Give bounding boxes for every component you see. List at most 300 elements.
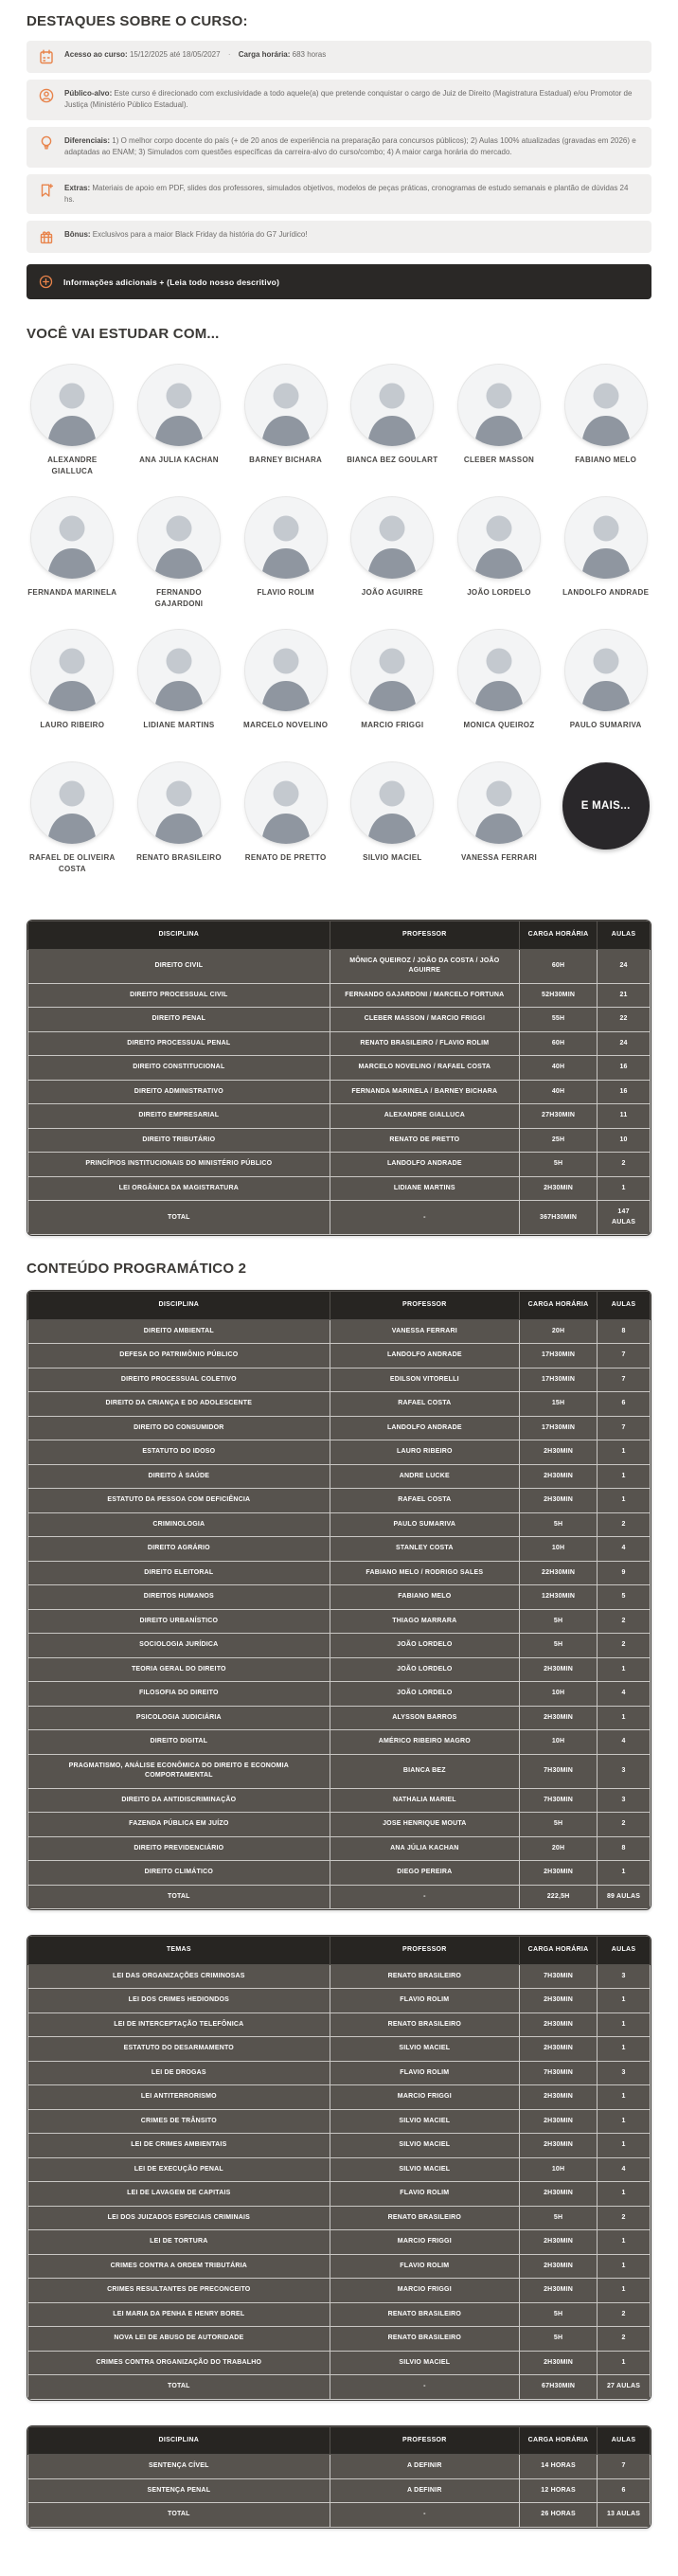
table-row xyxy=(28,1512,651,1537)
professor-card xyxy=(347,497,438,615)
target-audience-box xyxy=(27,80,651,120)
cell-professor: ALEXANDRE GIALLUCA xyxy=(330,1104,519,1129)
cell-aulas: 2 xyxy=(598,1153,651,1177)
cell-disciplina: DIREITO À SAÚDE xyxy=(28,1464,330,1489)
cell-carga-horaria: 60H xyxy=(520,949,598,983)
professor-card xyxy=(454,497,545,615)
cell-aulas: 2 xyxy=(598,1813,651,1837)
bonus-text xyxy=(64,229,308,241)
cell-disciplina: DIREITO DA ANTIDISCRIMINAÇÃO xyxy=(28,1788,330,1813)
table-row xyxy=(28,983,651,1008)
cell-disciplina: SENTENÇA PENAL xyxy=(28,2478,330,2503)
cell-disciplina: DIREITO DO CONSUMIDOR xyxy=(28,1416,330,1440)
cell-aulas: 2 xyxy=(598,2206,651,2230)
cell-carga-horaria: 40H xyxy=(520,1056,598,1081)
professors-grid xyxy=(27,365,651,880)
cell-professor: ANA JÚLIA KACHAN xyxy=(330,1836,519,1861)
table-row xyxy=(28,1561,651,1585)
cell-disciplina: DIREITO DA CRIANÇA E DO ADOLESCENTE xyxy=(28,1392,330,1417)
cell-carga-horaria: 17H30MIN xyxy=(520,1416,598,1440)
cell-professor: DIEGO PEREIRA xyxy=(330,1861,519,1886)
professor-photo xyxy=(138,762,220,844)
cell-professor: FABIANO MELO xyxy=(330,1585,519,1610)
workload-value: 683 horas xyxy=(292,50,327,59)
professor-card xyxy=(454,365,545,482)
professor-photo xyxy=(138,497,220,579)
cell-professor: VANESSA FERRARI xyxy=(330,1319,519,1344)
cell-disciplina: DIREITO CLIMÁTICO xyxy=(28,1861,330,1886)
cell-professor: SILVIO MACIEL xyxy=(330,2134,519,2158)
professor-card xyxy=(27,762,118,880)
cell-professor: PAULO SUMARIVA xyxy=(330,1512,519,1537)
professor-card xyxy=(347,365,438,482)
cell-carga-horaria: 2H30MIN xyxy=(520,1989,598,2013)
table-row xyxy=(28,1989,651,2013)
table-row xyxy=(28,2478,651,2503)
cell-professor: LANDOLFO ANDRADE xyxy=(330,1344,519,1368)
cell-disciplina: DEFESA DO PATRIMÔNIO PÚBLICO xyxy=(28,1344,330,1368)
cell-aulas: 2 xyxy=(598,1512,651,1537)
cell-professor: MARCIO FRIGGI xyxy=(330,2279,519,2303)
cell-professor: THIAGO MARRARA xyxy=(330,1609,519,1634)
cell-carga-horaria: 222,5H xyxy=(520,1885,598,1909)
cell-carga-horaria: 12H30MIN xyxy=(520,1585,598,1610)
professor-photo xyxy=(245,365,327,446)
cell-aulas: 2 xyxy=(598,1634,651,1658)
cell-professor: - xyxy=(330,2375,519,2400)
cell-professor: NATHALIA MARIEL xyxy=(330,1788,519,1813)
cell-aulas: 1 xyxy=(598,2230,651,2255)
cell-disciplina: LEI ORGÂNICA DA MAGISTRATURA xyxy=(28,1176,330,1201)
course-table-4 xyxy=(27,2425,651,2529)
professor-card xyxy=(134,630,225,747)
cell-professor: A DEFINIR xyxy=(330,2478,519,2503)
target-audience-label: Público-alvo: xyxy=(64,89,113,98)
table-row xyxy=(28,2206,651,2230)
table-row xyxy=(28,2109,651,2134)
cell-professor: ANDRE LUCKE xyxy=(330,1464,519,1489)
bonus-label: Bônus: xyxy=(64,230,91,240)
professor-name: JOÃO LORDELO xyxy=(467,588,531,598)
cell-carga-horaria: 20H xyxy=(520,1319,598,1344)
cell-carga-horaria: 60H xyxy=(520,1031,598,1056)
cell-disciplina: DIREITO AGRÁRIO xyxy=(28,1537,330,1562)
table-row xyxy=(28,2375,651,2400)
cell-aulas: 1 xyxy=(598,2351,651,2375)
column-header-professor: PROFESSOR xyxy=(330,2426,519,2455)
professor-card xyxy=(560,762,651,880)
professor-photo xyxy=(31,497,113,579)
cell-disciplina: FILOSOFIA DO DIREITO xyxy=(28,1682,330,1707)
table-row xyxy=(28,1964,651,1989)
course-table-2 xyxy=(27,1290,651,1910)
professor-photo xyxy=(138,630,220,711)
table-row xyxy=(28,2182,651,2207)
cell-tema: ESTATUTO DO DESARMAMENTO xyxy=(28,2037,330,2062)
professor-photo xyxy=(351,630,433,711)
professor-name: SILVIO MACIEL xyxy=(363,853,422,863)
professor-card xyxy=(347,762,438,880)
cell-disciplina: FAZENDA PÚBLICA EM JUÍZO xyxy=(28,1813,330,1837)
professor-card xyxy=(454,630,545,747)
separator-dot: · xyxy=(227,50,231,59)
column-header-aulas: AULAS xyxy=(598,1292,651,1320)
cell-professor: SILVIO MACIEL xyxy=(330,2037,519,2062)
professor-name: ANA JULIA KACHAN xyxy=(139,456,219,465)
cell-carga-horaria: 367H30MIN xyxy=(520,1201,598,1235)
cell-disciplina: DIREITO PROCESSUAL COLETIVO xyxy=(28,1368,330,1392)
cell-carga-horaria: 5H xyxy=(520,1512,598,1537)
cell-carga-horaria: 55H xyxy=(520,1008,598,1032)
cell-disciplina: ESTATUTO DO IDOSO xyxy=(28,1440,330,1465)
table-row xyxy=(28,1080,651,1104)
table-row xyxy=(28,1682,651,1707)
table-row xyxy=(28,2085,651,2110)
cell-professor: - xyxy=(330,1885,519,1909)
more-professors-badge: E MAIS... xyxy=(562,762,650,850)
table-row xyxy=(28,1416,651,1440)
cell-aulas: 1 xyxy=(598,2134,651,2158)
table-row xyxy=(28,1368,651,1392)
cell-carga-horaria: 2H30MIN xyxy=(520,1440,598,1465)
extras-label: Extras: xyxy=(64,183,91,192)
cell-disciplina: DIREITO TRIBUTÁRIO xyxy=(28,1128,330,1153)
cell-professor: RAFAEL COSTA xyxy=(330,1489,519,1513)
cell-professor: FERNANDO GAJARDONI / MARCELO FORTUNA xyxy=(330,983,519,1008)
table-row xyxy=(28,2012,651,2037)
table-row xyxy=(28,1657,651,1682)
professor-name: VANESSA FERRARI xyxy=(460,853,538,863)
cell-aulas: 6 xyxy=(598,1392,651,1417)
cell-aulas: 147 AULAS xyxy=(598,1201,651,1235)
professor-name: JOÃO AGUIRRE xyxy=(361,588,423,598)
cell-aulas: 2 xyxy=(598,2327,651,2352)
cell-professor: ALYSSON BARROS xyxy=(330,1706,519,1730)
cell-professor: SILVIO MACIEL xyxy=(330,2109,519,2134)
professor-photo xyxy=(245,762,327,844)
table-row xyxy=(28,1319,651,1344)
course-table-3 xyxy=(27,1935,651,2401)
professor-photo xyxy=(245,497,327,579)
additional-info-label: Informações adicionais + (Leia todo nosso descritivo) xyxy=(63,277,280,287)
cell-professor: JOÃO LORDELO xyxy=(330,1682,519,1707)
professor-name: FABIANO MELO xyxy=(575,456,637,465)
column-header-carga: CARGA HORÁRIA xyxy=(520,2426,598,2455)
professor-photo xyxy=(458,762,540,844)
professor-photo xyxy=(31,630,113,711)
professor-photo xyxy=(458,630,540,711)
cell-aulas: 7 xyxy=(598,1344,651,1368)
professor-photo xyxy=(31,365,113,446)
cell-professor: FLAVIO ROLIM xyxy=(330,2254,519,2279)
cell-disciplina: DIREITO CIVIL xyxy=(28,949,330,983)
extras-text xyxy=(64,183,639,206)
professor-name: LANDOLFO ANDRADE xyxy=(562,588,650,598)
cell-disciplina: DIREITO ELEITORAL xyxy=(28,1561,330,1585)
cell-tema: NOVA LEI DE ABUSO DE AUTORIDADE xyxy=(28,2327,330,2352)
cell-carga-horaria: 2H30MIN xyxy=(520,1489,598,1513)
cell-disciplina: TOTAL xyxy=(28,2503,330,2528)
cell-carga-horaria: 14 HORAS xyxy=(520,2455,598,2479)
cell-professor: FABIANO MELO / RODRIGO SALES xyxy=(330,1561,519,1585)
cell-aulas: 1 xyxy=(598,2279,651,2303)
cell-professor: EDILSON VITORELLI xyxy=(330,1368,519,1392)
table-row xyxy=(28,1008,651,1032)
professor-photo xyxy=(31,762,113,844)
professor-name: ALEXANDRE GIALLUCA xyxy=(47,456,98,476)
professor-name: FERNANDA MARINELA xyxy=(27,588,117,598)
cell-carga-horaria: 2H30MIN xyxy=(520,1464,598,1489)
cell-carga-horaria: 2H30MIN xyxy=(520,2085,598,2110)
program-content-2-title: CONTEÚDO PROGRAMÁTICO 2 xyxy=(27,1261,247,1278)
professor-card xyxy=(560,497,651,615)
cell-professor: FLAVIO ROLIM xyxy=(330,2061,519,2085)
column-header-temas: TEMAS xyxy=(28,1937,330,1965)
cell-carga-horaria: 27H30MIN xyxy=(520,1104,598,1129)
workload-label: Carga horária: xyxy=(238,50,291,59)
cell-aulas: 1 xyxy=(598,1861,651,1886)
table-header-row xyxy=(28,2426,651,2455)
cell-disciplina: PRAGMATISMO, ANÁLISE ECONÔMICA DO DIREITO E ECONOMIA COMPORTAMENTAL xyxy=(28,1754,330,1788)
table-row xyxy=(28,2327,651,2352)
cell-tema: LEI DE LAVAGEM DE CAPITAIS xyxy=(28,2182,330,2207)
column-header-aulas: AULAS xyxy=(598,2426,651,2455)
cell-aulas: 24 xyxy=(598,949,651,983)
cell-aulas: 3 xyxy=(598,2061,651,2085)
cell-aulas: 1 xyxy=(598,2037,651,2062)
cell-carga-horaria: 5H xyxy=(520,2206,598,2230)
table-row xyxy=(28,1609,651,1634)
cell-aulas: 24 xyxy=(598,1031,651,1056)
target-audience-value: Este curso é direcionado com exclusividade a todo aquele(a) que pretende conquistar o cargo de Juiz de Direito (Magistratura Estadual) e/ou Promotor de Justiça (Ministério Público Estadual). xyxy=(64,89,633,110)
table-row xyxy=(28,1730,651,1755)
access-info-box xyxy=(27,41,651,73)
column-header-carga: CARGA HORÁRIA xyxy=(520,1292,598,1320)
cell-carga-horaria: 2H30MIN xyxy=(520,2351,598,2375)
cell-carga-horaria: 26 HORAS xyxy=(520,2503,598,2528)
professor-card xyxy=(240,497,331,615)
cell-disciplina: DIREITO EMPRESARIAL xyxy=(28,1104,330,1129)
cell-tema: LEI DOS JUIZADOS ESPECIAIS CRIMINAIS xyxy=(28,2206,330,2230)
table-row xyxy=(28,1489,651,1513)
cell-aulas: 1 xyxy=(598,1706,651,1730)
cell-carga-horaria: 5H xyxy=(520,1153,598,1177)
cell-tema: LEI DE DROGAS xyxy=(28,2061,330,2085)
cell-disciplina: TOTAL xyxy=(28,1885,330,1909)
column-header-professor: PROFESSOR xyxy=(330,1937,519,1965)
cell-professor: MARCELO NOVELINO / RAFAEL COSTA xyxy=(330,1056,519,1081)
cell-carga-horaria: 7H30MIN xyxy=(520,1964,598,1989)
professor-name: LAURO RIBEIRO xyxy=(40,721,105,730)
table-row xyxy=(28,2061,651,2085)
cell-aulas: 4 xyxy=(598,1537,651,1562)
additional-info-expander[interactable] xyxy=(27,264,651,299)
cell-aulas: 1 xyxy=(598,2085,651,2110)
column-header-disciplina: DISCIPLINA xyxy=(28,921,330,950)
cell-professor: STANLEY COSTA xyxy=(330,1537,519,1562)
cell-aulas: 22 xyxy=(598,1008,651,1032)
cell-professor: - xyxy=(330,1201,519,1235)
cell-tema: CRIMES DE TRÂNSITO xyxy=(28,2109,330,2134)
cell-disciplina: CRIMINOLOGIA xyxy=(28,1512,330,1537)
cell-carga-horaria: 7H30MIN xyxy=(520,1754,598,1788)
professor-photo xyxy=(351,365,433,446)
professor-card xyxy=(134,365,225,482)
table-row xyxy=(28,1537,651,1562)
professor-photo xyxy=(565,365,647,446)
cell-carga-horaria: 10H xyxy=(520,1537,598,1562)
table-header-row xyxy=(28,1937,651,1965)
access-info-text xyxy=(64,49,326,61)
cell-carga-horaria: 2H30MIN xyxy=(520,2037,598,2062)
cell-aulas: 8 xyxy=(598,1836,651,1861)
cell-disciplina: DIREITO PENAL xyxy=(28,1008,330,1032)
professor-name: FERNANDO GAJARDONI xyxy=(154,588,204,609)
table-row xyxy=(28,2157,651,2182)
cell-professor: RENATO BRASILEIRO / FLAVIO ROLIM xyxy=(330,1031,519,1056)
bonus-box xyxy=(27,221,651,253)
cell-carga-horaria: 5H xyxy=(520,1609,598,1634)
cell-disciplina: DIREITO PROCESSUAL PENAL xyxy=(28,1031,330,1056)
cell-professor: RENATO BRASILEIRO xyxy=(330,2012,519,2037)
cell-tema: CRIMES RESULTANTES DE PRECONCEITO xyxy=(28,2279,330,2303)
column-header-professor: PROFESSOR xyxy=(330,1292,519,1320)
table-row xyxy=(28,2503,651,2528)
cell-aulas: 9 xyxy=(598,1561,651,1585)
table-row xyxy=(28,1176,651,1201)
cell-carga-horaria: 5H xyxy=(520,2302,598,2327)
cell-disciplina: DIREITO ADMINISTRATIVO xyxy=(28,1080,330,1104)
professor-name: CLEBER MASSON xyxy=(463,456,535,465)
cell-carga-horaria: 10H xyxy=(520,1682,598,1707)
professor-photo xyxy=(351,762,433,844)
professor-photo xyxy=(245,630,327,711)
cell-aulas: 21 xyxy=(598,983,651,1008)
professor-name: BARNEY BICHARA xyxy=(249,456,323,465)
cell-carga-horaria: 2H30MIN xyxy=(520,1706,598,1730)
professor-photo xyxy=(351,497,433,579)
cell-carga-horaria: 12 HORAS xyxy=(520,2478,598,2503)
table-row xyxy=(28,2455,651,2479)
table-row xyxy=(28,1788,651,1813)
table-row xyxy=(28,1885,651,1909)
cell-disciplina: ESTATUTO DA PESSOA COM DEFICIÊNCIA xyxy=(28,1489,330,1513)
column-header-carga: CARGA HORÁRIA xyxy=(520,1937,598,1965)
table-row xyxy=(28,1754,651,1788)
cell-aulas: 1 xyxy=(598,1489,651,1513)
cell-professor: RENATO BRASILEIRO xyxy=(330,2302,519,2327)
extras-box xyxy=(27,174,651,215)
cell-professor: A DEFINIR xyxy=(330,2455,519,2479)
cell-professor: FERNANDA MARINELA / BARNEY BICHARA xyxy=(330,1080,519,1104)
table-row xyxy=(28,2134,651,2158)
cell-carga-horaria: 7H30MIN xyxy=(520,2061,598,2085)
cell-professor: SILVIO MACIEL xyxy=(330,2157,519,2182)
cell-carga-horaria: 10H xyxy=(520,1730,598,1755)
cell-aulas: 1 xyxy=(598,1440,651,1465)
table-row xyxy=(28,1201,651,1235)
cell-professor: JOÃO LORDELO xyxy=(330,1657,519,1682)
table-row xyxy=(28,1104,651,1129)
cell-aulas: 2 xyxy=(598,2302,651,2327)
cell-carga-horaria: 17H30MIN xyxy=(520,1368,598,1392)
cell-tema: LEI DE TORTURA xyxy=(28,2230,330,2255)
cell-disciplina: DIREITO AMBIENTAL xyxy=(28,1319,330,1344)
professor-name: MARCELO NOVELINO xyxy=(243,721,329,730)
bookmark-plus-icon xyxy=(39,183,54,198)
column-header-disciplina: DISCIPLINA xyxy=(28,1292,330,1320)
cell-disciplina: DIREITOS HUMANOS xyxy=(28,1585,330,1610)
access-label: Acesso ao curso: xyxy=(64,50,128,59)
table-row xyxy=(28,1031,651,1056)
cell-carga-horaria: 7H30MIN xyxy=(520,1788,598,1813)
cell-aulas: 8 xyxy=(598,1319,651,1344)
cell-professor: FLAVIO ROLIM xyxy=(330,1989,519,2013)
cell-aulas: 1 xyxy=(598,2012,651,2037)
cell-carga-horaria: 17H30MIN xyxy=(520,1344,598,1368)
cell-carga-horaria: 25H xyxy=(520,1128,598,1153)
cell-carga-horaria: 20H xyxy=(520,1836,598,1861)
professor-name: PAULO SUMARIVA xyxy=(569,721,642,730)
cell-tema: CRIMES CONTRA ORGANIZAÇÃO DO TRABALHO xyxy=(28,2351,330,2375)
cell-disciplina: DIREITO DIGITAL xyxy=(28,1730,330,1755)
cell-professor: RENATO BRASILEIRO xyxy=(330,2206,519,2230)
professor-card xyxy=(240,762,331,880)
cell-carga-horaria: 5H xyxy=(520,2327,598,2352)
highlights-title: DESTAQUES SOBRE O CURSO: xyxy=(27,13,248,29)
cell-professor: MÔNICA QUEIROZ / JOÃO DA COSTA / JOÃO AGUIRRE xyxy=(330,949,519,983)
table-header-row xyxy=(28,921,651,950)
cell-aulas: 89 AULAS xyxy=(598,1885,651,1909)
cell-aulas: 11 xyxy=(598,1104,651,1129)
cell-carga-horaria: 40H xyxy=(520,1080,598,1104)
professor-card xyxy=(454,762,545,880)
table-row xyxy=(28,949,651,983)
target-audience-text xyxy=(64,88,639,112)
cell-tema: LEI ANTITERRORISMO xyxy=(28,2085,330,2110)
professor-card xyxy=(27,497,118,615)
bonus-value: Exclusivos para a maior Black Friday da história do G7 Jurídico! xyxy=(92,230,308,240)
table-row xyxy=(28,1056,651,1081)
table-row xyxy=(28,1585,651,1610)
table-row xyxy=(28,2037,651,2062)
cell-disciplina: TOTAL xyxy=(28,1201,330,1235)
cell-professor: JOSE HENRIQUE MOUTA xyxy=(330,1813,519,1837)
study-with-title: VOCÊ VAI ESTUDAR COM... xyxy=(27,326,220,343)
column-header-professor: PROFESSOR xyxy=(330,921,519,950)
cell-aulas: 4 xyxy=(598,2157,651,2182)
professor-photo xyxy=(458,497,540,579)
professor-name: FLAVIO ROLIM xyxy=(257,588,314,598)
cell-aulas: 2 xyxy=(598,1609,651,1634)
cell-professor: LIDIANE MARTINS xyxy=(330,1176,519,1201)
cell-aulas: 10 xyxy=(598,1128,651,1153)
access-value: 15/12/2025 até 18/05/2027 xyxy=(129,50,221,59)
cell-aulas: 13 AULAS xyxy=(598,2503,651,2528)
cell-professor: SILVIO MACIEL xyxy=(330,2351,519,2375)
cell-disciplina: DIREITO PREVIDENCIÁRIO xyxy=(28,1836,330,1861)
column-header-disciplina: DISCIPLINA xyxy=(28,2426,330,2455)
cell-carga-horaria: 2H30MIN xyxy=(520,2182,598,2207)
professor-card xyxy=(240,630,331,747)
cell-carga-horaria: 52H30MIN xyxy=(520,983,598,1008)
cell-professor: RENATO DE PRETTO xyxy=(330,1128,519,1153)
plus-circle-icon xyxy=(39,275,53,289)
cell-aulas: 7 xyxy=(598,1368,651,1392)
cell-professor: MARCIO FRIGGI xyxy=(330,2230,519,2255)
differentials-label: Diferenciais: xyxy=(64,135,111,145)
course-content-tables xyxy=(27,920,651,2529)
